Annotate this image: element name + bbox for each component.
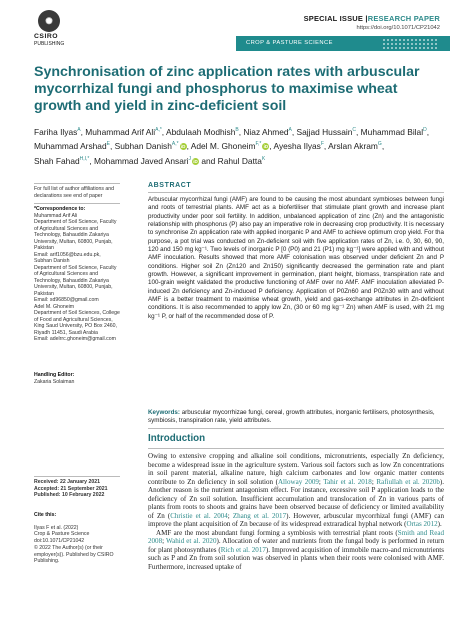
author-name: , Ayesha Ilyas — [269, 141, 321, 152]
intro-paragraph-2: AMF are the most abundant fungi forming a symbiosis with terrestrial plant roots (Smith and Read 2008; Wahid et al. 2020). Allocation of water and nutrients from the fungal body is performed in return for plant photosynthates (Rich et al. 2017). Improved acquisition of immobile macro-and micronutrients such as P and Zn from soil solution was observed in plants when their roots were colonised with AMF. Furthermore, increased uptake of — [148, 528, 445, 571]
author-name: , Adel M. Ghoneim — [186, 141, 256, 152]
orcid-icon[interactable]: iD — [193, 158, 198, 164]
keywords-label: Keywords: — [148, 409, 180, 416]
citation-link[interactable]: Wahid et al. 2020 — [166, 537, 217, 545]
accepted-date: Accepted: 21 September 2021 — [34, 485, 108, 492]
author-name: , Muhammad Arif Ali — [80, 126, 156, 137]
banner-decoration — [382, 38, 438, 49]
logo-publishing: PUBLISHING — [34, 41, 65, 47]
affiliation-sup: E — [106, 141, 110, 148]
intro-body — [148, 452, 444, 571]
doi-link[interactable]: https://doi.org/10.1071/CP21042 — [356, 25, 440, 31]
affiliation-sup: F — [320, 141, 324, 148]
citation-link[interactable]: Tahir et al. 2018 — [323, 477, 372, 486]
author-name: and Rahul Datta — [199, 155, 262, 166]
affiliation-sup: H,I,* — [79, 155, 90, 162]
section-banner: CROP & PASTURE SCIENCE — [236, 36, 450, 51]
published-date: Published: 10 February 2022 — [34, 492, 105, 498]
keywords-divider — [148, 428, 444, 429]
affiliation-sup: A — [288, 127, 292, 133]
abstract-text: Arbuscular mycorrhizal fungi (AMF) are found to be causing the most abundant symbioses between fungi and roots of terrestrial plants. AMF act as a biofertiliser that stimulate plant growth and increase plant productivity under poor soil fertility. In addition, unbalanced application of zinc (Zn) and the antagonistic relationship with phosphorus (P) also pay an imperative role in decreasing crop productivity. It is necessary to synchronise Zn application rate with applied inorganic P and AMF to achieve optimum crop yield. For tha purpose, a pot trial was conducted on Zn-deficient soil with five application rates of Zn, i.e. 0, 30, 60, 90, 120 and 150 mg kg⁻¹. Two levels of inorganic P [0 (P0) and 21 (P1) mg kg⁻¹] were applied with and without AMF inoculation. Results showed that more AMF colonisation was observed under deficient Zn and P conditions. Higher soil Zn (Zn120 and Zn150) significantly decreased the germination rate and plant growth. However, a significant improvement in germination, plant height, biomass, transpiration rate and 100-grain weight validated the productive functioning of AMF over no AMF. AMF inoculation alleviated P-induced Zn deficiency and Zn-induced P deficiency. Application of P0Zn60 and P0Zn30 with and without AMF is a better treatment to maximise wheat growth, yield and gas-exchange attributes in Zn-deficient conditions. It is also recommended to apply low Zn, (30 or 60 mg kg⁻¹ Zn) when AMF is used, with 21 mg kg⁻¹ P, or half of the recommended dose of P. — [148, 196, 444, 320]
correspondence-heading: *Correspondence to: — [34, 206, 86, 212]
research-paper-label: RESEARCH PAPER — [367, 14, 440, 23]
author-name: , Muhammad Bilal — [356, 126, 424, 137]
author-name: Fariha Ilyas — [34, 126, 78, 137]
logo-text: CSIRO — [34, 33, 59, 40]
special-issue-label: SPECIAL ISSUE — [303, 14, 364, 23]
cite-text: Ilyas F et al. (2022) Crop & Pasture Science doi:10.1071/CP21042 — [34, 524, 90, 544]
dates-block — [34, 479, 120, 499]
editor-heading: Handling Editor: — [34, 372, 75, 378]
author-name: , Sajjad Hussain — [291, 126, 353, 137]
correspondence-3: Adel M. Ghoneim Department of Soil Sciences, College of Food and Agricultural Sciences, King Saud University, PO Box 2460, Riyadh 11451, Saudi Arabia Email: adelrrc.ghoneim@gmail.com — [34, 303, 120, 342]
article-title: Synchronisation of zinc application rates with arbuscular mycorrhizal fungi and phosphorus to maximise wheat growth and yield in zinc-deficient soil — [34, 64, 420, 115]
affiliation-sup: A,* — [171, 141, 179, 148]
affiliation-sup: K — [261, 155, 266, 162]
affiliation-sup: F,* — [255, 141, 262, 148]
orcid-icon[interactable]: iD — [263, 144, 269, 150]
correspondence-block — [34, 206, 120, 343]
affiliation-sup: J — [188, 155, 192, 162]
csiro-logo-icon: ✺ — [38, 10, 60, 32]
author-name: , Niaz Ahmed — [238, 126, 289, 137]
sidebar-divider — [34, 183, 120, 184]
editor-name: Zakaria Solaiman — [34, 378, 75, 385]
affiliation-note: For full list of author affiliations and declarations see end of paper — [34, 186, 115, 199]
cite-block — [34, 501, 120, 551]
author-name: Shah Fahad — [34, 155, 80, 166]
copyright-note: © 2022 The Author(s) (or their employer(s)). Published by CSIRO Publishing. — [34, 545, 114, 564]
affiliation-sup: D — [423, 127, 427, 133]
citation-link[interactable]: Christie et al. 2004 — [170, 511, 228, 520]
author-name: , Abdulaah Modhish — [161, 126, 236, 137]
author-list: Fariha Ilyas$^A$, Muhammad Arif Ali$^{A,*}$, Abdulaah Modhish$^B$, Niaz Ahmed$^A$, Sajjad Hussain$^C$, Muhammad Bilal$^D$, Muhammad Arshad$^E$, Subhan Danish$^{A,*}$ iD, Adel M. Ghoneim$^{F,*}$ iD, Ayesha Ilyas$^F$, Arslan Akram$^G$, Shah Fahad$^{H,I,*}$, Mohammad Javed Ansari$^J$ iD and Rahul Datta$^K$ — [34, 126, 430, 166]
correspondence-1: Muhammad Arif Ali Department of Soil Science, Faculty of Agricultural Sciences and Technology, Bahauddin Zakariya University, Multan, 60800, Punjab, Pakistan Email: arif1056@bzu.edu.pk, — [34, 212, 117, 258]
abstract-heading: ABSTRACT — [148, 182, 192, 189]
correspondence-2: Subhan Danish Department of Soil Science, Faculty of Agricultural Sciences and Technology, Bahauddin Zakariya University, Multan, 60800, Punjab, Pakistan Email: sd96850@gmail.com — [34, 258, 117, 303]
intro-paragraph-1: Owing to extensive cropping and alkaline soil conditions, micronutrients, especially Zn deficiency, become a widespread issue in the agriculture system. Various soil factors such as low Zn concentrations in soil parent material, alkaline nature, high calcium carbonates and low organic matter contents contribute to Zn deficiency in soil solution (Alloway 2009; Tahir et al. 2018; Rafiullah et al. 2020b). Another reason is the nutrient antagonism effect. For instance, excessive soil P application leads to the deficiency of Zn soil solution. Insufficient accumulation and translocation of Zn in various parts of plants from roots to shoots and grains have been observed because of deficiency or limited availability of Zn (Christie et al. 2004; Zhang et al. 2017). However, arbuscular mycorrhizal fungi (AMF) can improve the plant acquisition of Zn because of its widespread extraradical hyphal network (Ortas 2012). — [148, 452, 444, 528]
received-date: Received: 22 January 2021 — [34, 479, 101, 485]
abstract-divider — [148, 192, 444, 193]
author-name: , Arslan Akram — [323, 141, 378, 152]
citation-link[interactable]: Alloway 2009 — [277, 477, 319, 486]
orcid-icon[interactable]: iD — [180, 144, 186, 150]
sidebar-divider — [34, 203, 120, 204]
intro-heading: Introduction — [148, 433, 206, 444]
affiliation-sup: C — [352, 127, 357, 133]
intro-divider — [148, 448, 444, 449]
citation-link[interactable]: Ortas 2012 — [406, 520, 438, 528]
citation-link[interactable]: Rich et al. 2017 — [220, 545, 266, 554]
citation-link[interactable]: Smith and Read 2008 — [148, 528, 444, 545]
handling-editor — [34, 368, 120, 385]
keywords — [148, 409, 444, 426]
author-name: Muhammad Arshad — [34, 141, 107, 152]
author-name: , Subhan Danish — [109, 141, 172, 152]
citation-link[interactable]: Zhang et al. 2017 — [232, 511, 287, 520]
csiro-logo — [34, 10, 86, 47]
sidebar-divider — [34, 476, 120, 477]
keywords-text: arbuscular mycorrhizae fungi, cereal, growth attributes, inorganic fertilisers, photosynthesis, symbiosis, transpiration rate, yield attributes. — [148, 409, 435, 425]
affiliation-sup: A,* — [155, 127, 162, 133]
affiliation-sup: B — [235, 127, 239, 133]
citation-link[interactable]: Rafiullah et al. 2020b — [376, 477, 440, 486]
affiliation-sup: A — [77, 127, 81, 133]
author-name: , Mohammad Javed Ansari — [89, 155, 189, 166]
affiliation-sup: G — [377, 141, 382, 148]
cite-heading: Cite this: — [34, 511, 57, 518]
type-separator: | — [365, 14, 368, 23]
article-type — [304, 14, 440, 23]
